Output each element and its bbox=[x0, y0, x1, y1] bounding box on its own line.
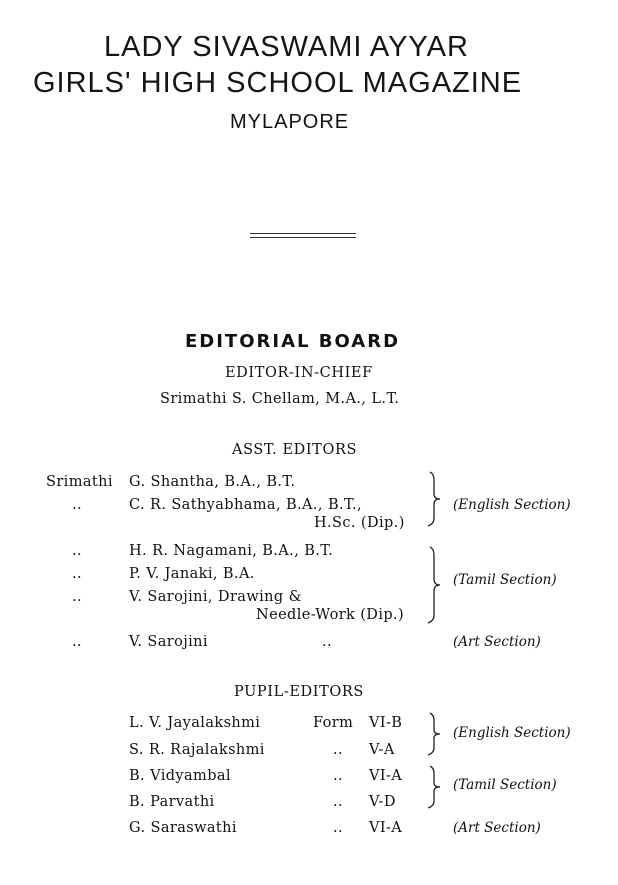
section-label-tamil: (Tamil Section) bbox=[453, 572, 557, 588]
asst-editor-row: C. R. Sathyabhama, B.A., B.T., bbox=[129, 497, 362, 513]
pupil-name: G. Saraswathi bbox=[129, 820, 237, 836]
pupil-name: B. Vidyambal bbox=[129, 768, 231, 784]
ditto-mark: .. bbox=[333, 794, 344, 810]
ditto-mark: .. bbox=[333, 768, 344, 784]
magazine-title-line1: LADY SIVASWAMI AYYAR bbox=[104, 31, 469, 63]
editor-in-chief-name: Srimathi S. Chellam, M.A., L.T. bbox=[160, 391, 400, 407]
magazine-title-line2: GIRLS' HIGH SCHOOL MAGAZINE bbox=[33, 67, 523, 99]
ditto-mark: .. bbox=[322, 634, 333, 650]
place-name: MYLAPORE bbox=[230, 111, 350, 133]
pupil-form: V-A bbox=[369, 742, 395, 758]
pupil-form: V-D bbox=[369, 794, 396, 810]
brace-tamil-pupil bbox=[424, 764, 446, 810]
pupil-form: VI-A bbox=[369, 820, 403, 836]
asst-editor-row: P. V. Janaki, B.A. bbox=[129, 566, 255, 582]
ditto-mark: .. bbox=[72, 566, 83, 582]
brace-english-asst bbox=[424, 470, 446, 528]
pupil-form: VI-B bbox=[369, 715, 403, 731]
asst-editor-row-continued: H.Sc. (Dip.) bbox=[314, 515, 405, 531]
form-word: Form bbox=[313, 715, 354, 731]
pupil-name: L. V. Jayalakshmi bbox=[129, 715, 261, 731]
asst-editors-heading: ASST. EDITORS bbox=[232, 442, 357, 458]
brace-english-pupil bbox=[424, 711, 446, 757]
asst-editor-row: G. Shantha, B.A., B.T. bbox=[129, 474, 296, 490]
asst-editor-row: V. Sarojini, Drawing & bbox=[129, 589, 302, 605]
editor-in-chief-heading: EDITOR-IN-CHIEF bbox=[225, 365, 373, 381]
pupil-name: B. Parvathi bbox=[129, 794, 215, 810]
section-label-english: (English Section) bbox=[453, 497, 571, 513]
section-label-art: (Art Section) bbox=[453, 634, 541, 650]
ditto-mark: .. bbox=[72, 634, 83, 650]
srimathi-prefix: Srimathi bbox=[46, 474, 113, 490]
ditto-mark: .. bbox=[72, 589, 83, 605]
brace-tamil-asst bbox=[424, 545, 446, 625]
ditto-mark: .. bbox=[72, 543, 83, 559]
section-label-english: (English Section) bbox=[453, 725, 571, 741]
asst-editor-row: V. Sarojini bbox=[129, 634, 208, 650]
section-label-art: (Art Section) bbox=[453, 820, 541, 836]
pupil-form: VI-A bbox=[369, 768, 403, 784]
divider-rule-top bbox=[250, 233, 356, 234]
divider-rule-bottom bbox=[250, 237, 356, 238]
section-label-tamil: (Tamil Section) bbox=[453, 777, 557, 793]
pupil-editors-heading: PUPIL-EDITORS bbox=[234, 684, 364, 700]
asst-editor-row-continued: Needle-Work (Dip.) bbox=[256, 607, 405, 623]
ditto-mark: .. bbox=[333, 820, 344, 836]
editorial-board-heading: EDITORIAL BOARD bbox=[185, 331, 401, 352]
ditto-mark: .. bbox=[72, 497, 83, 513]
ditto-mark: .. bbox=[333, 742, 344, 758]
pupil-name: S. R. Rajalakshmi bbox=[129, 742, 265, 758]
asst-editor-row: H. R. Nagamani, B.A., B.T. bbox=[129, 543, 334, 559]
